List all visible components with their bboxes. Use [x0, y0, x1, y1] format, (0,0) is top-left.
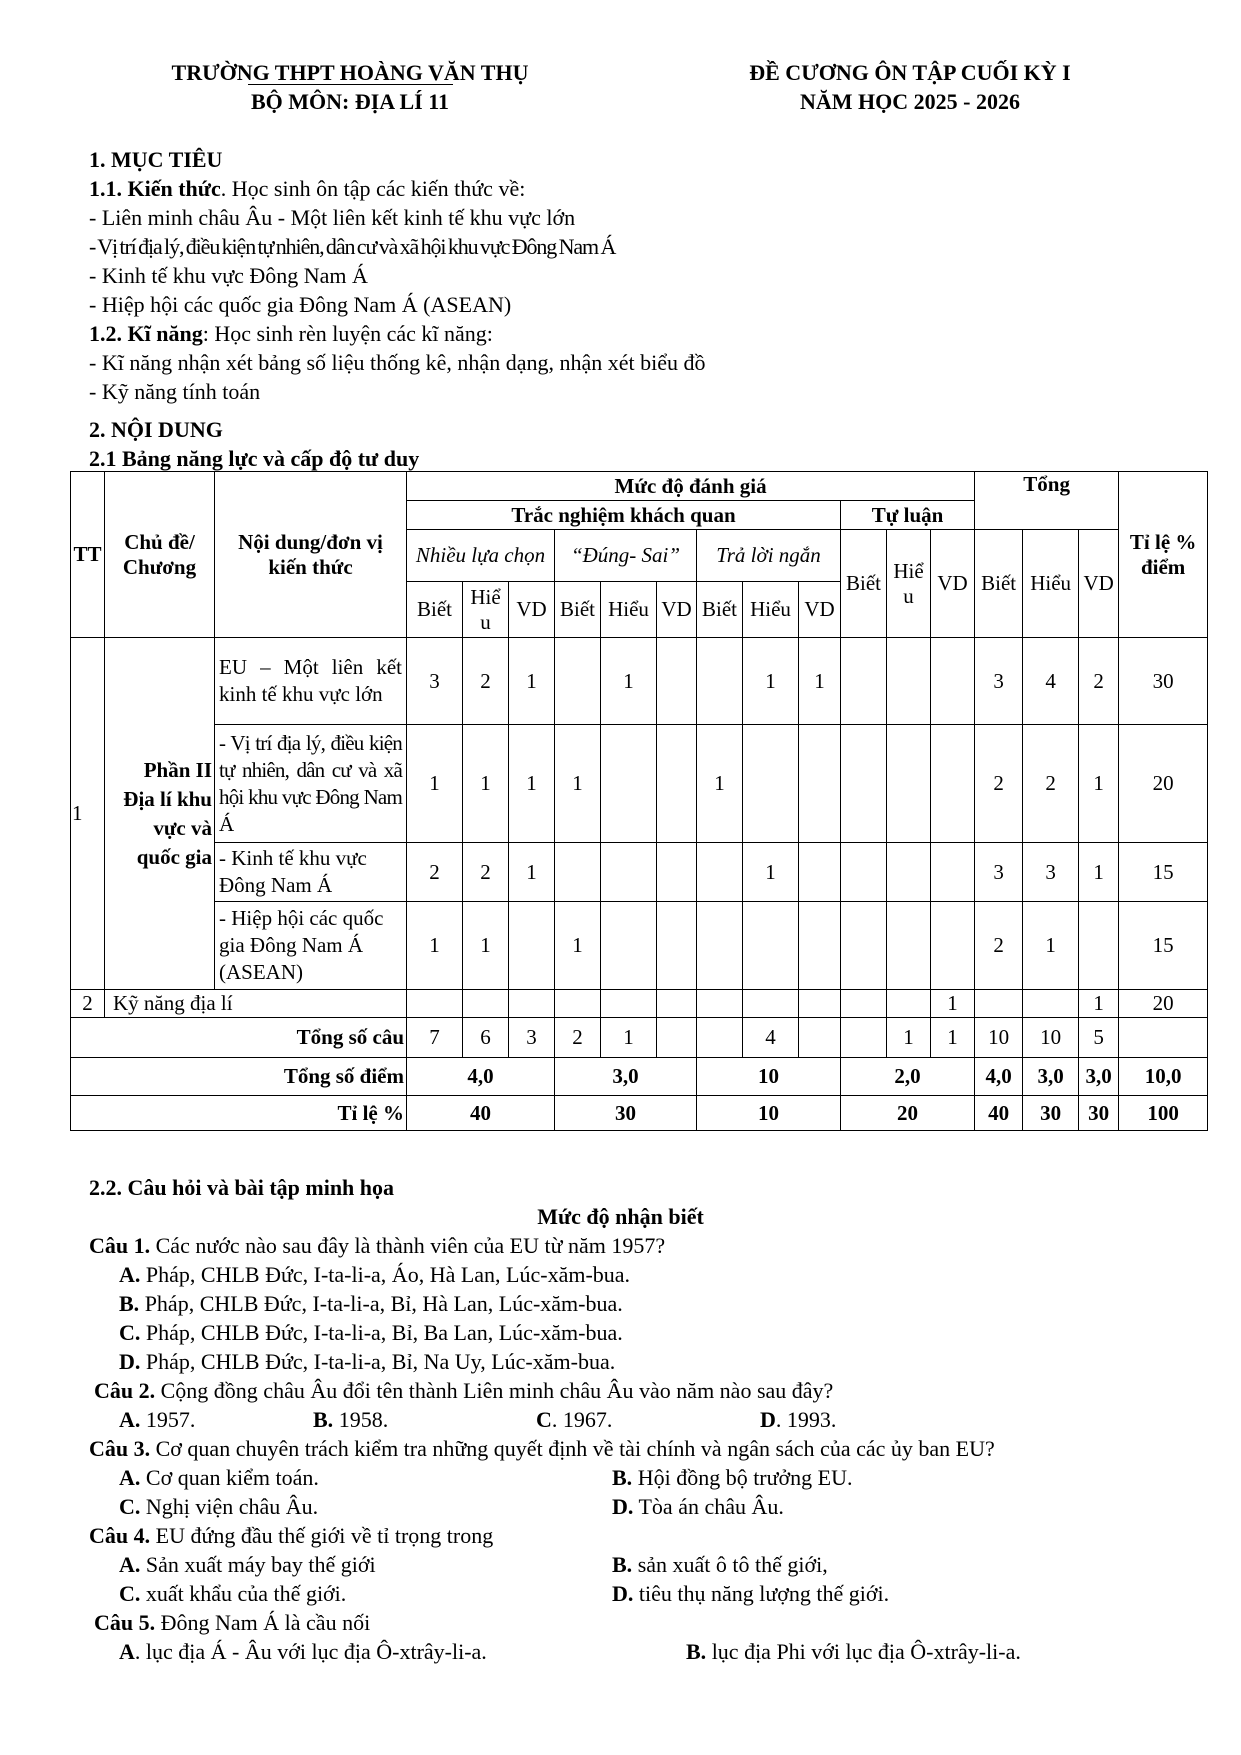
table-cell: 1 [1079, 990, 1119, 1018]
option-text: . 1993. [775, 1407, 837, 1432]
document-title: ĐỀ CƯƠNG ÔN TẬP CUỐI KỲ I [749, 60, 1071, 85]
department-name: BỘ MÔN: ĐỊA LÍ 11 [250, 89, 450, 114]
option-key: A. [119, 1465, 141, 1490]
table-cell: 1 [743, 638, 799, 725]
knowledge-item: - Liên minh châu Âu - Một liên kết kinh tế khu vực lớn [89, 205, 576, 230]
option-a [119, 1550, 376, 1579]
option-text: 1957. [140, 1407, 196, 1432]
question-text: Cộng đồng châu Âu đổi tên thành Liên minh châu Âu vào năm nào sau đây? [155, 1378, 834, 1403]
table-cell: 1 [555, 725, 601, 843]
table-cell [601, 843, 657, 902]
table-cell: 1 [743, 843, 799, 902]
option-a [119, 1463, 319, 1492]
part-name: Phần II Địa lí khu vực và quốc gia [105, 638, 215, 990]
examples-heading: 2.2. Câu hỏi và bài tập minh họa [89, 1175, 395, 1200]
table-row [71, 902, 1208, 990]
option-d [119, 1347, 615, 1376]
table-cell [799, 902, 841, 990]
header-short-biet: Biết [697, 582, 743, 638]
table-cell: 4 [743, 1018, 799, 1058]
header-ratio: Tỉ lệ % điểm [1119, 472, 1208, 638]
header-mcq: Nhiều lựa chọn [407, 530, 555, 582]
table-cell: 2 [407, 843, 463, 902]
table-cell [841, 638, 887, 725]
skills-row-label: Kỹ năng địa lí [105, 990, 407, 1018]
table-cell: 10 [975, 1018, 1023, 1058]
table-cell [887, 902, 931, 990]
knowledge-item: - Vị trí địa lý, điều kiện tự nhiên, dân cư và xã hội khu vực Đông Nam Á [89, 234, 616, 259]
header-essay-biet: Biết [841, 530, 887, 638]
table-cell: 20 [1119, 725, 1208, 843]
header-tf-hieu: Hiểu [601, 582, 657, 638]
table-cell [841, 1018, 887, 1058]
question-4 [89, 1521, 493, 1550]
table-cell [407, 990, 463, 1018]
table-cell: 4 [1023, 638, 1079, 725]
table-cell [931, 902, 975, 990]
table-cell: 3 [407, 638, 463, 725]
header-total-biet: Biết [975, 530, 1023, 638]
table-cell: 3 [975, 638, 1023, 725]
table-cell: 3 [509, 1018, 555, 1058]
option-text: 1958. [333, 1407, 389, 1432]
table-row [71, 638, 1208, 725]
table-cell: 10 [1023, 1018, 1079, 1058]
content-heading: 2. NỘI DUNG [89, 417, 223, 442]
percent-label: Tỉ lệ % [71, 1096, 407, 1131]
option-text: Tòa án châu Âu. [633, 1494, 784, 1519]
table-cell: 1 [1079, 725, 1119, 843]
school-name: TRƯỜNG THPT HOÀNG VĂN THỤ [171, 60, 529, 85]
table-cell [657, 1018, 697, 1058]
objectives-heading: 1. MỤC TIÊU [89, 147, 223, 172]
table-cell: 2 [463, 638, 509, 725]
header-tf-biet: Biết [555, 582, 601, 638]
table-cell: 1 [407, 725, 463, 843]
table-cell: 1 [697, 725, 743, 843]
table-cell [931, 638, 975, 725]
table-cell [841, 843, 887, 902]
table-cell: 7 [407, 1018, 463, 1058]
table-cell [975, 990, 1023, 1018]
header-topic: Chủ đề/ Chương [105, 472, 215, 638]
header-essay-vd: VD [931, 530, 975, 638]
option-d [612, 1492, 784, 1521]
table-cell: 1 [931, 1018, 975, 1058]
question-3 [89, 1434, 995, 1463]
option-text: . lục địa Á - Âu với lục địa Ô-xtrây-li-a. [134, 1639, 487, 1664]
table-cell [887, 990, 931, 1018]
option-key: B. [612, 1465, 633, 1490]
table-cell [931, 725, 975, 843]
table-cell [841, 725, 887, 843]
table-cell [1023, 990, 1079, 1018]
table-cell [799, 990, 841, 1018]
table-cell: 1 [1079, 843, 1119, 902]
header-unit: Nội dung/đơn vị kiến thức [215, 472, 407, 638]
table-cell [1079, 902, 1119, 990]
table-cell [887, 638, 931, 725]
header-underline [248, 84, 453, 85]
table-cell [887, 725, 931, 843]
table-cell [509, 990, 555, 1018]
table-cell: 2 [463, 843, 509, 902]
table-cell [743, 725, 799, 843]
option-key: A [119, 1639, 135, 1664]
table-cell: 1 [931, 990, 975, 1018]
table-cell [657, 990, 697, 1018]
option-key: C. [119, 1581, 141, 1606]
percent-mcq: 40 [407, 1096, 555, 1131]
header-short-hieu: Hiểu [743, 582, 799, 638]
table-cell [657, 725, 697, 843]
table-cell [509, 902, 555, 990]
option-c [119, 1579, 346, 1608]
table-cell [799, 725, 841, 843]
option-c [119, 1492, 318, 1521]
option-text: Pháp, CHLB Đức, I-ta-li-a, Bỉ, Na Uy, Lúc-xăm-bua. [140, 1349, 616, 1374]
header-total-vd: VD [1079, 530, 1119, 638]
table-cell [799, 1018, 841, 1058]
option-text: sản xuất ô tô thế giới, [632, 1552, 828, 1577]
school-year: NĂM HỌC 2025 - 2026 [800, 89, 1020, 114]
question-2 [94, 1376, 833, 1405]
question-label: Câu 2. [94, 1378, 156, 1403]
table-cell: 6 [463, 1018, 509, 1058]
total-questions-label: Tổng số câu [71, 1018, 407, 1058]
option-key: B. [313, 1407, 334, 1432]
table-cell: 5 [1079, 1018, 1119, 1058]
header-objective: Trắc nghiệm khách quan [407, 501, 841, 530]
table-row [71, 990, 1208, 1018]
skills-row-number: 2 [71, 990, 105, 1018]
unit-economy: - Kinh tế khu vực Đông Nam Á [215, 843, 407, 902]
table-cell [931, 843, 975, 902]
option-d [612, 1579, 889, 1608]
option-text: tiêu thụ năng lượng thế giới. [633, 1581, 890, 1606]
header-short-vd: VD [799, 582, 841, 638]
table-cell: 2 [1023, 725, 1079, 843]
option-c [119, 1318, 623, 1347]
table-cell [463, 990, 509, 1018]
percent-ratio: 100 [1119, 1096, 1208, 1131]
option-a [119, 1637, 487, 1666]
table-cell [555, 843, 601, 902]
table-cell [799, 843, 841, 902]
header-left [120, 58, 580, 116]
header-mcq-vd: VD [509, 582, 555, 638]
option-key: A. [119, 1262, 141, 1287]
skills-line [89, 319, 493, 348]
option-a [119, 1260, 630, 1289]
option-key: C. [119, 1320, 141, 1345]
table-cell [743, 990, 799, 1018]
option-text: Pháp, CHLB Đức, I-ta-li-a, Áo, Hà Lan, Lúc-xăm-bua. [140, 1262, 631, 1287]
points-mcq: 4,0 [407, 1058, 555, 1096]
option-d [760, 1405, 836, 1434]
question-label: Câu 3. [89, 1436, 151, 1461]
option-b [313, 1405, 388, 1434]
table-cell [841, 902, 887, 990]
table-cell [697, 990, 743, 1018]
table-cell: 3 [975, 843, 1023, 902]
table-cell [887, 843, 931, 902]
table-title: 2.1 Bảng năng lực và cấp độ tư duy [89, 446, 420, 471]
option-key: B. [119, 1291, 140, 1316]
option-a [119, 1405, 195, 1434]
table-cell [601, 902, 657, 990]
unit-asean: - Hiệp hội các quốc gia Đông Nam Á (ASEAN) [215, 902, 407, 990]
table-row [71, 1018, 1208, 1058]
header-level: Mức độ đánh giá [407, 472, 975, 501]
skills-item: - Kỹ năng tính toán [89, 379, 261, 404]
table-cell [601, 725, 657, 843]
table-cell: 1 [799, 638, 841, 725]
table-cell: 1 [601, 638, 657, 725]
option-key: C [536, 1407, 552, 1432]
table-cell: 1 [509, 843, 555, 902]
option-key: D. [612, 1494, 634, 1519]
option-text: Cơ quan kiểm toán. [140, 1465, 319, 1490]
option-text: Hội đồng bộ trưởng EU. [632, 1465, 853, 1490]
table-cell: 30 [1119, 638, 1208, 725]
skills-intro: : Học sinh rèn luyện các kĩ năng: [202, 321, 493, 346]
table-cell: 1 [509, 725, 555, 843]
table-cell [555, 638, 601, 725]
header-total: Tổng [975, 472, 1119, 530]
table-cell [1119, 1018, 1208, 1058]
table-cell [743, 902, 799, 990]
skills-item: - Kĩ năng nhận xét bảng số liệu thống kê, nhận dạng, nhận xét biểu đồ [89, 350, 706, 375]
header-tt: TT [71, 472, 105, 638]
option-key: D. [612, 1581, 634, 1606]
table-cell [697, 902, 743, 990]
points-hieu: 3,0 [1023, 1058, 1079, 1096]
option-text: xuất khẩu của thế giới. [140, 1581, 347, 1606]
points-truefalse: 3,0 [555, 1058, 697, 1096]
table-row [71, 725, 1208, 843]
knowledge-line [89, 174, 525, 203]
question-label: Câu 1. [89, 1233, 151, 1258]
knowledge-label: 1.1. Kiến thức [89, 176, 221, 201]
table-cell: 2 [975, 902, 1023, 990]
table-row [71, 1096, 1208, 1131]
table-cell: 15 [1119, 843, 1208, 902]
option-text: Pháp, CHLB Đức, I-ta-li-a, Bỉ, Hà Lan, Lúc-xăm-bua. [139, 1291, 623, 1316]
header-mcq-hieu: Hiể u [463, 582, 509, 638]
header-truefalse: “Đúng- Sai” [555, 530, 697, 582]
competency-table [70, 471, 1208, 1131]
header-tf-vd: VD [657, 582, 697, 638]
option-b [612, 1463, 853, 1492]
percent-truefalse: 30 [555, 1096, 697, 1131]
table-cell [841, 990, 887, 1018]
table-cell: 1 [463, 902, 509, 990]
table-cell [697, 638, 743, 725]
option-b [612, 1550, 828, 1579]
total-points-label: Tổng số điểm [71, 1058, 407, 1096]
table-cell: 2 [1079, 638, 1119, 725]
points-vd: 3,0 [1079, 1058, 1119, 1096]
knowledge-intro: . Học sinh ôn tập các kiến thức về: [220, 176, 526, 201]
option-key: A. [119, 1552, 141, 1577]
question-5 [94, 1608, 370, 1637]
table-cell: 15 [1119, 902, 1208, 990]
option-text: Nghị viện châu Âu. [140, 1494, 319, 1519]
question-label: Câu 4. [89, 1523, 151, 1548]
question-1 [89, 1231, 665, 1260]
points-short: 10 [697, 1058, 841, 1096]
table-cell [555, 990, 601, 1018]
table-cell: 1 [601, 1018, 657, 1058]
table-cell [697, 1018, 743, 1058]
header-essay: Tự luận [841, 501, 975, 530]
option-text: Sản xuất máy bay thế giới [140, 1552, 376, 1577]
percent-biet: 40 [975, 1096, 1023, 1131]
header-right [690, 58, 1130, 116]
unit-eu: EU – Một liên kết kinh tế khu vực lớn [215, 638, 407, 725]
percent-hieu: 30 [1023, 1096, 1079, 1131]
points-ratio: 10,0 [1119, 1058, 1208, 1096]
table-cell: 1 [407, 902, 463, 990]
percent-vd: 30 [1079, 1096, 1119, 1131]
option-key: C. [119, 1494, 141, 1519]
question-text: Cơ quan chuyên trách kiểm tra những quyết định về tài chính và ngân sách của các ủy ban EU? [150, 1436, 995, 1461]
knowledge-item: - Kinh tế khu vực Đông Nam Á [89, 263, 368, 288]
option-key: D. [119, 1349, 141, 1374]
header-essay-hieu: Hiể u [887, 530, 931, 638]
option-c [536, 1405, 612, 1434]
question-label: Câu 5. [94, 1610, 156, 1635]
option-text: . 1967. [551, 1407, 613, 1432]
percent-short: 10 [697, 1096, 841, 1131]
unit-location: - Vị trí địa lý, điều kiện tự nhiên, dân cư và xã hội khu vực Đông Nam Á [215, 725, 407, 843]
table-cell [657, 843, 697, 902]
table-cell: 20 [1119, 990, 1208, 1018]
option-key: D [760, 1407, 776, 1432]
option-text: Pháp, CHLB Đức, I-ta-li-a, Bỉ, Ba Lan, Lúc-xăm-bua. [140, 1320, 623, 1345]
points-essay: 2,0 [841, 1058, 975, 1096]
table-cell [657, 638, 697, 725]
table-cell: 2 [555, 1018, 601, 1058]
option-key: A. [119, 1407, 141, 1432]
table-row [71, 1058, 1208, 1096]
option-key: B. [686, 1639, 707, 1664]
part-number: 1 [71, 638, 105, 990]
header-total-hieu: Hiểu [1023, 530, 1079, 638]
points-biet: 4,0 [975, 1058, 1023, 1096]
header-mcq-biet: Biết [407, 582, 463, 638]
header-short: Trả lời ngắn [697, 530, 841, 582]
question-text: Đông Nam Á là cầu nối [155, 1610, 371, 1635]
option-text: lục địa Phi với lục địa Ô-xtrây-li-a. [706, 1639, 1021, 1664]
table-row [71, 843, 1208, 902]
skills-label: 1.2. Kĩ năng [89, 321, 203, 346]
table-cell: 3 [1023, 843, 1079, 902]
percent-essay: 20 [841, 1096, 975, 1131]
table-cell [657, 902, 697, 990]
table-cell: 1 [555, 902, 601, 990]
level-heading: Mức độ nhận biết [537, 1204, 704, 1229]
question-text: Các nước nào sau đây là thành viên của EU từ năm 1957? [150, 1233, 666, 1258]
option-key: B. [612, 1552, 633, 1577]
table-cell: 1 [887, 1018, 931, 1058]
knowledge-item: - Hiệp hội các quốc gia Đông Nam Á (ASEAN) [89, 292, 512, 317]
table-cell: 2 [975, 725, 1023, 843]
table-cell: 1 [463, 725, 509, 843]
option-b [686, 1637, 1021, 1666]
table-cell: 1 [1023, 902, 1079, 990]
table-cell [601, 990, 657, 1018]
table-cell: 1 [509, 638, 555, 725]
option-b [119, 1289, 623, 1318]
table-cell [697, 843, 743, 902]
question-text: EU đứng đầu thế giới về tỉ trọng trong [150, 1523, 494, 1548]
